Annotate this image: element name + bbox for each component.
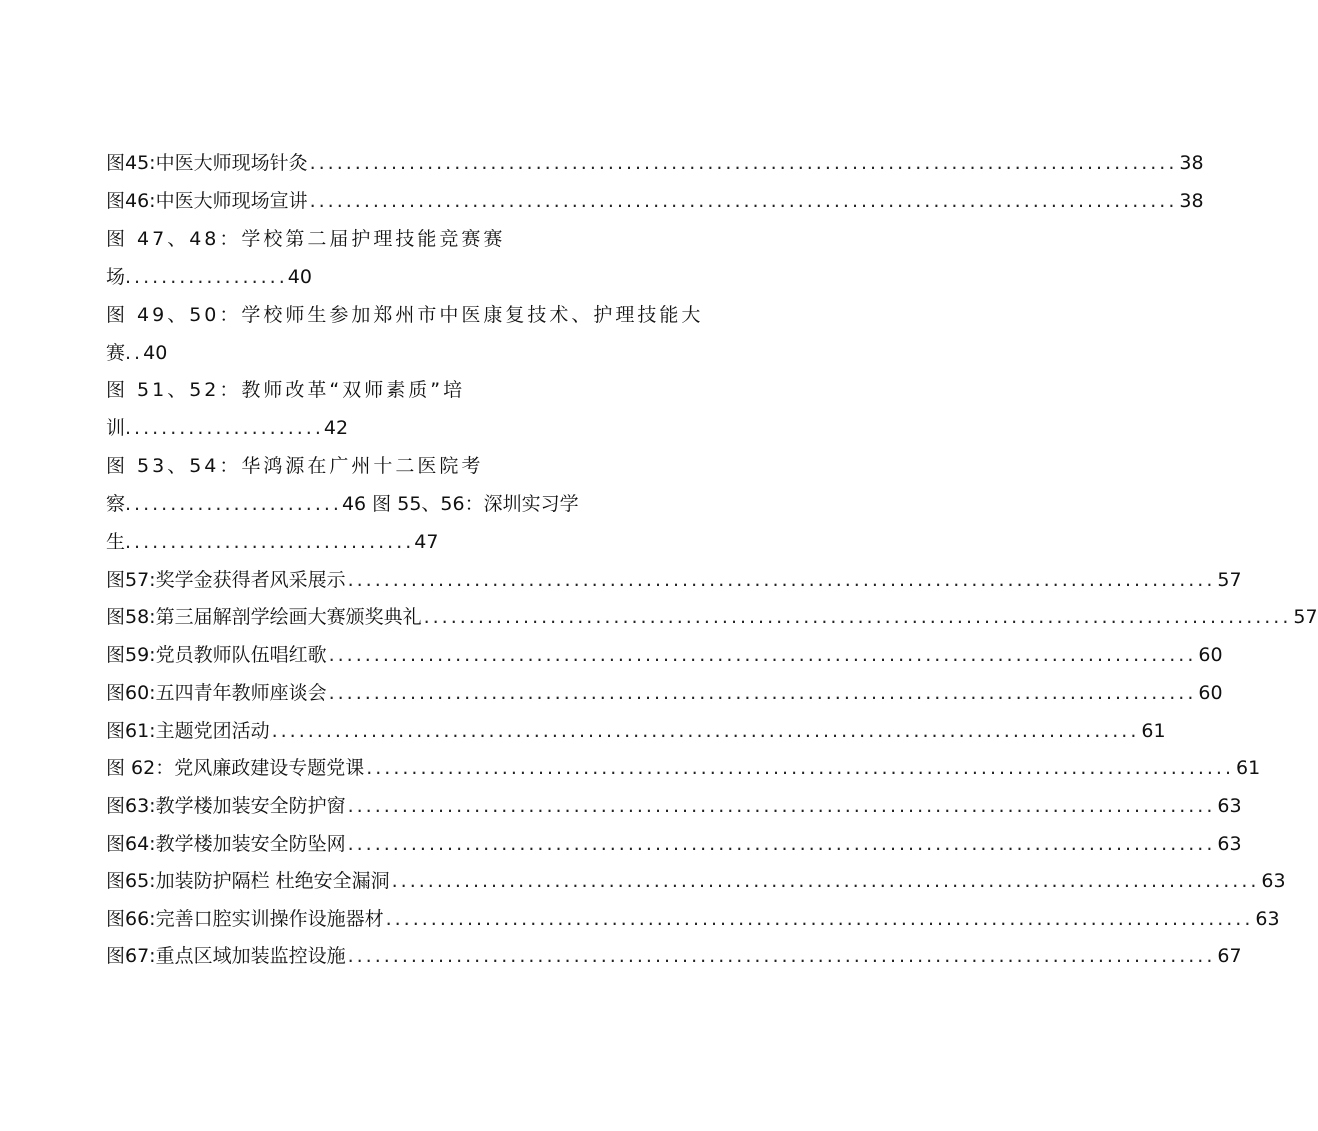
entry-page-number: 57 <box>1217 569 1242 591</box>
entry-label: 图63:教学楼加装安全防护窗 <box>106 795 346 817</box>
entry-page-number: 60 <box>1198 682 1223 704</box>
entry-page-number: 67 <box>1217 945 1242 967</box>
dot-leader: ................................ <box>125 531 415 553</box>
toc-entry-66[interactable] <box>106 904 1280 934</box>
dot-leader: ................................................................................................ <box>391 870 1260 892</box>
entry-label: 图61:主题党团活动 <box>106 720 270 742</box>
entry-label: 图65:加装防护隔栏 杜绝安全漏洞 <box>106 870 390 892</box>
dot-leader: ................................................................................................ <box>347 945 1216 967</box>
dot-leader: ................................................................................................ <box>347 795 1216 817</box>
entry-page-number: 46 图 55、56：深圳实习学 <box>341 493 579 515</box>
entry-label: 图67:重点区域加装监控设施 <box>106 945 346 967</box>
entry-label: 场 <box>106 266 126 288</box>
toc-entry-59[interactable] <box>106 640 1223 670</box>
entry-label: 图66:完善口腔实训操作设施器材 <box>106 908 384 930</box>
entry-label: 图 53、54：华鸿源在广州十二医院考 <box>106 455 484 477</box>
entry-label: 图 49、50：学校师生参加郑州市中医康复技术、护理技能大 <box>106 304 704 326</box>
entry-label: 图58:第三届解剖学绘画大赛颁奖典礼 <box>106 606 422 628</box>
entry-page-number: 40 <box>143 342 168 364</box>
entry-label: 训 <box>106 417 126 439</box>
toc-entry-47-48-continued[interactable] <box>106 262 698 292</box>
entry-label: 图 47、48：学校第二届护理技能竞赛赛 <box>106 228 506 250</box>
toc-entry-60[interactable] <box>106 678 1223 708</box>
toc-entry-49-50[interactable] <box>106 300 704 330</box>
entry-page-number: 63 <box>1255 908 1280 930</box>
dot-leader: .................. <box>125 266 288 288</box>
entry-label: 生 <box>106 531 126 553</box>
entry-label: 察 <box>106 493 126 515</box>
dot-leader: .. <box>125 342 144 364</box>
entry-label: 图60:五四青年教师座谈会 <box>106 682 327 704</box>
toc-entry-55-56-continued[interactable] <box>106 527 698 557</box>
entry-page-number: 61 <box>1141 720 1166 742</box>
entry-label: 图45:中医大师现场针灸 <box>106 152 308 174</box>
dot-leader: ................................................................................................ <box>328 644 1197 666</box>
toc-entry-63[interactable] <box>106 791 1242 821</box>
entry-label: 赛 <box>106 342 126 364</box>
entry-label: 图 62：党风廉政建设专题党课 <box>106 757 365 779</box>
entry-label: 图46:中医大师现场宣讲 <box>106 190 308 212</box>
entry-label: 图 51、52：教师改革“双师素质”培 <box>106 379 466 401</box>
dot-leader: ................................................................................................ <box>347 833 1216 855</box>
entry-page-number: 42 <box>323 417 349 439</box>
entry-page-number: 38 <box>1179 190 1204 212</box>
toc-entry-47-48[interactable] <box>106 224 698 254</box>
dot-leader: ................................................................................................ <box>271 720 1140 742</box>
toc-entry-46[interactable] <box>106 186 1204 216</box>
dot-leader: ........................ <box>125 493 342 515</box>
entry-page-number: 60 <box>1198 644 1223 666</box>
entry-page-number: 57 <box>1293 606 1318 628</box>
toc-entry-58[interactable] <box>106 602 1318 632</box>
toc-entry-62[interactable] <box>106 753 1261 783</box>
toc-entry-64[interactable] <box>106 829 1242 859</box>
dot-leader: ................................................................................................ <box>366 757 1235 779</box>
toc-entry-45[interactable] <box>106 148 1204 178</box>
dot-leader: ................................................................................................ <box>385 908 1254 930</box>
entry-page-number: 63 <box>1217 795 1242 817</box>
dot-leader: ................................................................................................ <box>347 569 1216 591</box>
entry-page-number: 47 <box>414 531 439 553</box>
toc-entry-51-52-continued[interactable] <box>106 413 698 443</box>
toc-entry-51-52[interactable] <box>106 375 698 405</box>
toc-entry-57[interactable] <box>106 565 1242 595</box>
dot-leader: ...................... <box>125 417 324 439</box>
entry-page-number: 61 <box>1236 757 1261 779</box>
entry-label: 图57:奖学金获得者风采展示 <box>106 569 346 591</box>
entry-page-number: 63 <box>1217 833 1242 855</box>
toc-entry-49-50-continued[interactable] <box>106 338 698 368</box>
dot-leader: ................................................................................................ <box>309 152 1178 174</box>
entry-page-number: 38 <box>1179 152 1204 174</box>
toc-entry-53-54[interactable] <box>106 451 698 481</box>
dot-leader: ................................................................................................ <box>328 682 1197 704</box>
entry-label: 图64:教学楼加装安全防坠网 <box>106 833 346 855</box>
dot-leader: ................................................................................................ <box>309 190 1178 212</box>
entry-label: 图59:党员教师队伍唱红歌 <box>106 644 327 666</box>
toc-entry-53-54-continued[interactable] <box>106 489 698 519</box>
toc-entry-61[interactable] <box>106 716 1166 746</box>
toc-entry-67[interactable] <box>106 941 1242 971</box>
entry-page-number: 40 <box>287 266 312 288</box>
dot-leader: ................................................................................................ <box>423 606 1292 628</box>
toc-entry-65[interactable] <box>106 866 1286 896</box>
entry-page-number: 63 <box>1261 870 1286 892</box>
